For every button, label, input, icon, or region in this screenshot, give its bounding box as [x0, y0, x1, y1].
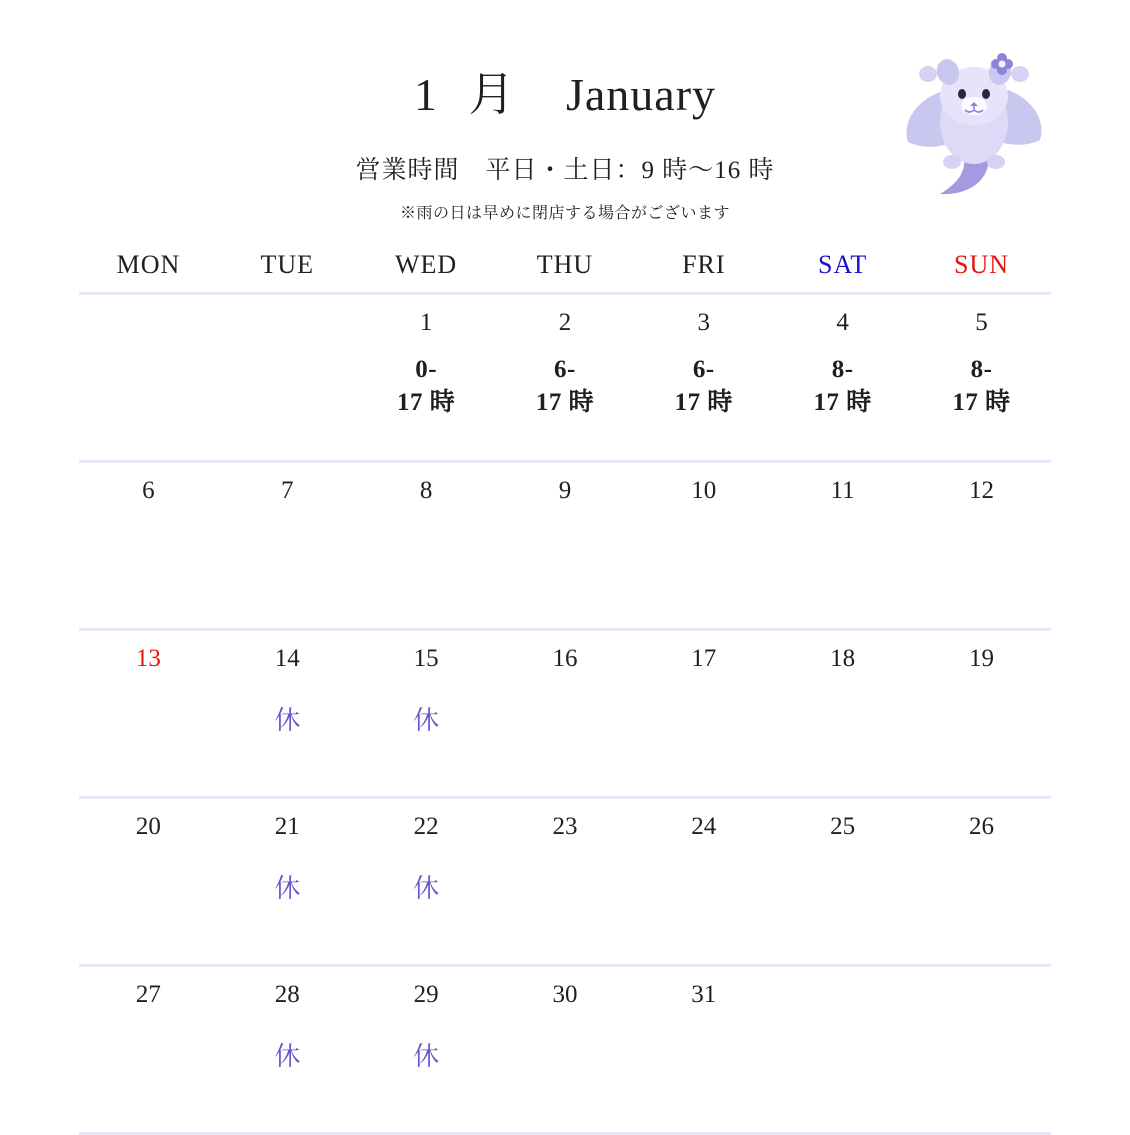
day-cell[interactable]: [634, 462, 773, 630]
day-number: 19: [969, 645, 995, 672]
day-cell[interactable]: [634, 630, 773, 798]
calendar-header-row: [79, 249, 1051, 294]
day-note: 休: [274, 873, 301, 903]
day-number: 9: [558, 477, 572, 504]
day-cell[interactable]: [496, 294, 635, 462]
day-cell[interactable]: [357, 966, 496, 1134]
day-number: 12: [969, 477, 995, 504]
day-cell[interactable]: [218, 294, 357, 462]
day-note: 8- 17 時: [813, 355, 872, 417]
day-cell[interactable]: [79, 798, 218, 966]
day-cell[interactable]: [357, 462, 496, 630]
day-cell[interactable]: [496, 966, 635, 1134]
weekday-tue: TUE: [260, 250, 315, 279]
day-number: 2: [558, 309, 572, 336]
day-note: 6- 17 時: [535, 355, 595, 417]
calendar-week-row: [79, 798, 1051, 966]
calendar-week-row: [79, 630, 1051, 798]
weekday-sun: SUN: [954, 250, 1010, 279]
day-number: 26: [969, 813, 995, 840]
flying-squirrel-mascot-icon: [878, 38, 1068, 203]
day-cell[interactable]: [912, 966, 1051, 1134]
day-cell[interactable]: [912, 798, 1051, 966]
day-note: 休: [413, 1041, 440, 1071]
day-note: 休: [274, 1041, 301, 1071]
weekday-mon: MON: [116, 250, 181, 279]
day-note: 休: [413, 873, 440, 903]
calendar-week-row: [79, 462, 1051, 630]
day-number: 10: [691, 477, 717, 504]
day-number: 4: [836, 309, 849, 336]
day-number: 7: [281, 477, 294, 504]
weekday-wed: WED: [395, 250, 458, 279]
day-cell[interactable]: [79, 966, 218, 1134]
day-note: 8- 17 時: [952, 355, 1011, 417]
day-note: 休: [413, 705, 440, 735]
day-cell[interactable]: [773, 462, 912, 630]
day-number: 23: [552, 813, 578, 840]
day-number: 30: [552, 981, 578, 1008]
day-cell[interactable]: [634, 798, 773, 966]
day-cell[interactable]: [496, 798, 635, 966]
day-number: 16: [552, 645, 578, 672]
day-number: 6: [142, 477, 155, 504]
day-number: 18: [830, 645, 856, 672]
day-cell[interactable]: [357, 294, 496, 462]
day-cell[interactable]: [773, 294, 912, 462]
weekday-fri: FRI: [682, 250, 726, 279]
day-cell[interactable]: [218, 630, 357, 798]
calendar-body: [79, 294, 1051, 1134]
day-number: 8: [419, 477, 433, 504]
day-number: 1: [419, 309, 433, 336]
month-en: January: [565, 69, 717, 120]
business-hours: 営業時間 平日・土日：9 時〜16 時: [355, 157, 775, 184]
day-number: 3: [697, 309, 711, 336]
day-cell[interactable]: [912, 630, 1051, 798]
day-number: 28: [274, 981, 300, 1008]
day-cell[interactable]: [773, 966, 912, 1134]
day-cell[interactable]: [496, 462, 635, 630]
day-number: 29: [413, 981, 439, 1008]
day-cell[interactable]: [79, 294, 218, 462]
day-note: 0- 17 時: [396, 355, 456, 417]
day-number: 15: [413, 645, 439, 672]
day-number: 25: [830, 813, 856, 840]
day-cell[interactable]: [218, 798, 357, 966]
day-cell[interactable]: [79, 630, 218, 798]
day-cell[interactable]: [773, 798, 912, 966]
weekday-thu: THU: [536, 250, 594, 279]
rain-note: ※雨の日は早めに閉店する場合がございます: [399, 205, 730, 222]
calendar-week-row: [79, 294, 1051, 462]
day-number: 20: [135, 813, 161, 840]
day-note: 休: [274, 705, 301, 735]
day-cell[interactable]: [634, 966, 773, 1134]
day-cell[interactable]: [634, 294, 773, 462]
day-cell[interactable]: [79, 462, 218, 630]
month-calendar: [79, 249, 1051, 1135]
day-cell[interactable]: [912, 462, 1051, 630]
day-number: 14: [274, 645, 300, 672]
day-cell[interactable]: [357, 630, 496, 798]
day-number: 31: [691, 981, 717, 1008]
day-number: 5: [975, 309, 988, 336]
weekday-sat: SAT: [818, 250, 868, 279]
day-cell[interactable]: [357, 798, 496, 966]
day-number: 17: [691, 645, 717, 672]
day-number: 22: [413, 813, 439, 840]
calendar-week-row: [79, 966, 1051, 1134]
day-cell[interactable]: [496, 630, 635, 798]
day-number: 27: [135, 981, 161, 1008]
day-number: 11: [830, 477, 855, 504]
day-number: 13: [135, 645, 161, 672]
day-cell[interactable]: [218, 462, 357, 630]
day-note: 6- 17 時: [674, 355, 733, 417]
day-number: 24: [691, 813, 717, 840]
day-number: 21: [274, 813, 300, 840]
day-cell[interactable]: [912, 294, 1051, 462]
day-cell[interactable]: [218, 966, 357, 1134]
month-jp: 1 月: [413, 69, 525, 120]
day-cell[interactable]: [773, 630, 912, 798]
